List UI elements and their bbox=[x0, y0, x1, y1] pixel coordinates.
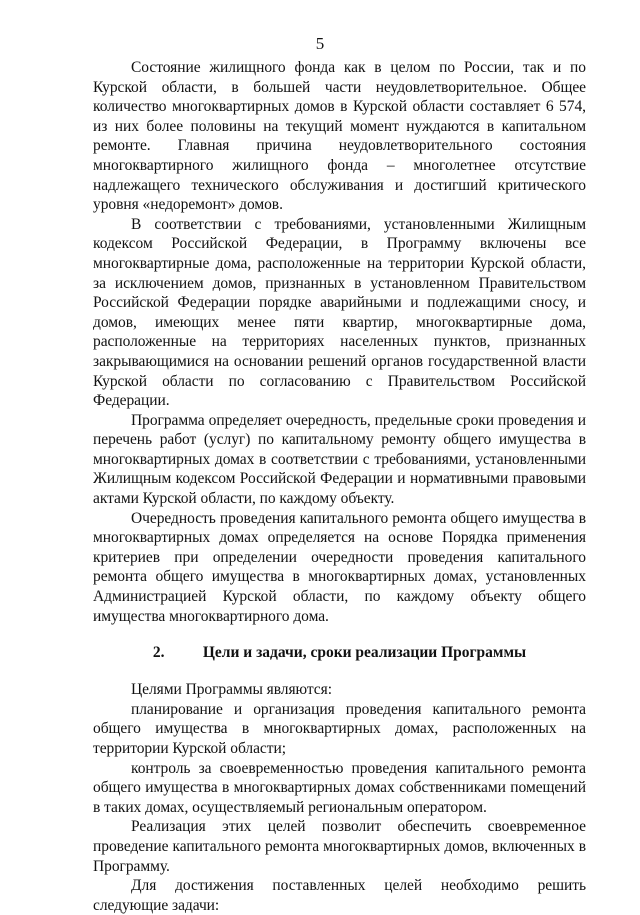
paragraph-goal-control: контроль за своевременностью проведения капитального ремонта общего имущества в многоквартирных домах собственниками помещений в таких домах, осуществляемый региональным оператором. bbox=[93, 759, 586, 816]
page-number: 5 bbox=[315, 34, 325, 53]
paragraph-goals-result: Реализация этих целей позволит обеспечить своевременное проведение капитального ремонта многоквартирных домов, включенных в Программу. bbox=[93, 818, 586, 875]
section-title: Цели и задачи, сроки реализации Программы bbox=[202, 644, 527, 662]
paragraph-program-order: Программа определяет очередность, предельные сроки проведения и перечень работ (услуг) по капитальному ремонту общего имущества в многоквартирных домах в соответствии с требованиями, установленными Жилищным кодексом Российской Федерации и нормативными правовыми актами Курской области, по каждому объекту. bbox=[93, 411, 586, 508]
paragraph-goals-intro: Целями Программы являются: bbox=[131, 681, 332, 699]
section-heading bbox=[93, 643, 586, 663]
section-number: 2. bbox=[152, 644, 165, 662]
paragraph-tasks-intro: Для достижения поставленных целей необходимо решить следующие задачи: bbox=[93, 877, 586, 914]
document-body bbox=[93, 58, 586, 915]
paragraph-repair-order: Очередность проведения капитального ремонта общего имущества в многоквартирных домах определяется на основе Порядка применения критериев при определении очередности проведения капитального ремонта общего имущества в многоквартирных домах, установленных Администрацией Курской области, по каждому объекту общего имущества многоквартирного дома. bbox=[93, 509, 586, 625]
paragraph-goal-planning: планирование и организация проведения капитального ремонта общего имущества в многоквартирных домах, расположенных на территории Курской области; bbox=[93, 700, 586, 757]
paragraph-housing-condition: Состояние жилищного фонда как в целом по России, так и по Курской области, в большей части неудовлетворительное. Общее количество многоквартирных домов в Курской области составляет 6 574, из них более половины на текущий момент нуждаются в капитальном ремонте. Главная причина неудовлетворительного состояния многоквартирного жилищного фонда – многолетнее отсутствие надлежащего технического обслуживания и достигший критического уровня «недоремонт» домов. bbox=[93, 59, 586, 214]
paragraph-program-scope: В соответствии с требованиями, установленными Жилищным кодексом Российской Федерации, в Программу включены все многоквартирные дома, расположенные на территории Курской области, за исключением домов, признанных в установленном Правительством Российской Федерации порядке аварийными и подлежащими сносу, и домов, имеющих менее пяти квартир, многоквартирные дома, расположенные на территориях населенных пунктов, признанных закрывающимися на основании решений органов государственной власти Курской области по согласованию с Правительством Российской Федерации. bbox=[93, 215, 586, 410]
